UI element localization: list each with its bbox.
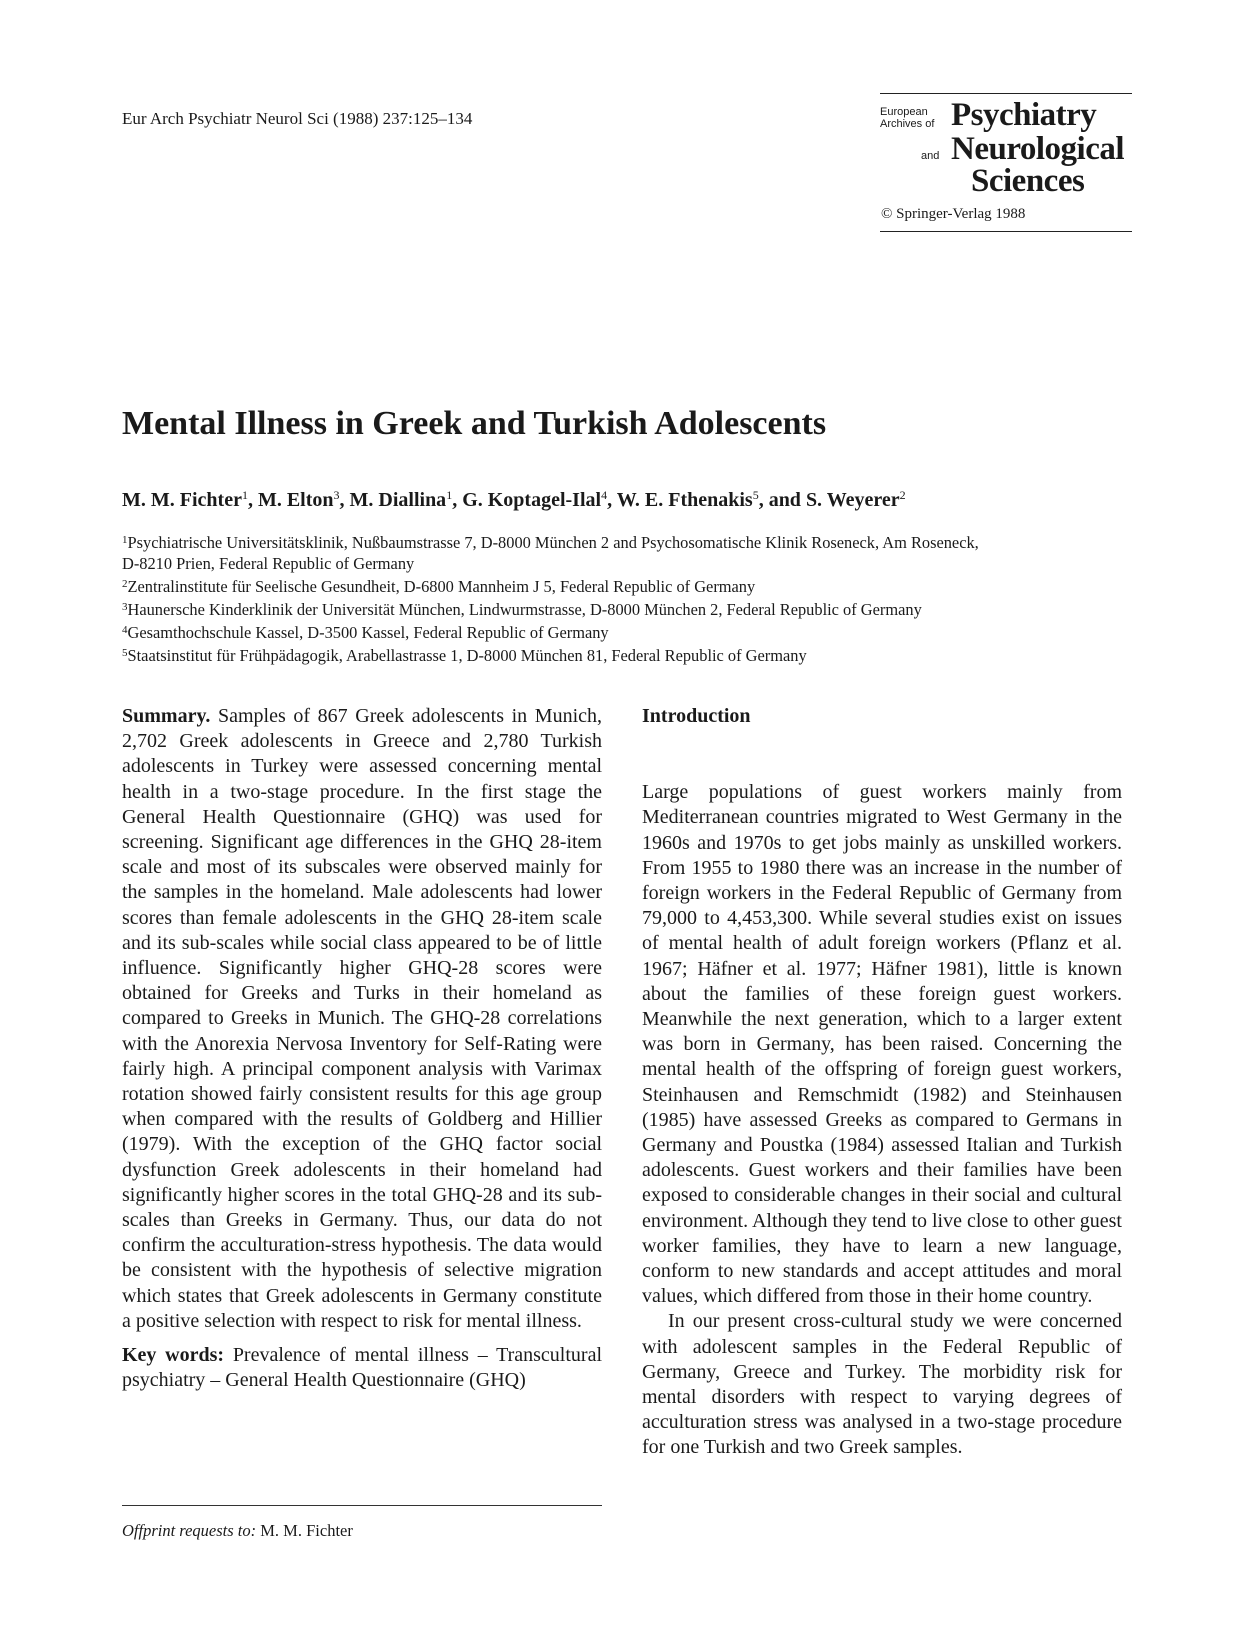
author-affil-mark: 4 <box>601 488 608 502</box>
author-name: W. E. Fthenakis <box>616 489 753 511</box>
journal-small-and: and <box>921 150 940 162</box>
journal-big-line2: Neurological <box>951 131 1125 167</box>
author-affil-mark: 3 <box>333 488 340 502</box>
journal-citation: Eur Arch Psychiatr Neurol Sci (1988) 237:125–134 <box>122 109 473 128</box>
right-column <box>642 704 1122 1461</box>
journal-bottom-rule <box>880 231 1132 232</box>
affiliation-list <box>122 530 1132 666</box>
offprint-footnote <box>122 1521 353 1541</box>
introduction-paragraph: In our present cross-cultural study we were concerned with adolescent samples in the Federal Republic of Germany, Greece and Turkey. The morbidity risk for mental disorders with respect to varying degrees of acculturation stress was analysed in a two-stage procedure for one Turkish and two Greek samples. <box>642 1310 1122 1459</box>
author-separator: , <box>339 489 350 511</box>
affiliation-item <box>122 530 1132 574</box>
author-affil-mark: 1 <box>446 488 453 502</box>
journal-logo-block <box>880 93 1132 232</box>
keywords-heading: Key words: <box>122 1344 225 1367</box>
affiliation-number: 1 <box>122 534 128 546</box>
author-name: M. Diallina <box>349 489 447 511</box>
affiliation-text: Zentralinstitute für Seelische Gesundheit, D-6800 Mannheim J 5, Federal Republic of Germany <box>127 577 756 596</box>
author-name: M. Elton <box>257 489 334 511</box>
summary-paragraph <box>122 704 602 1334</box>
journal-big-line3: Sciences <box>971 163 1085 199</box>
affiliation-number: 3 <box>122 601 128 613</box>
journal-copyright: © Springer-Verlag 1988 <box>881 206 1026 222</box>
affiliation-text-cont: D-8210 Prien, Federal Republic of Germany <box>122 554 415 573</box>
affiliation-item <box>122 574 1132 597</box>
affiliation-item <box>122 620 1132 643</box>
journal-big-line1: Psychiatry <box>951 97 1097 133</box>
author-affil-mark: 1 <box>241 488 248 502</box>
article-title: Mental Illness in Greek and Turkish Adolescents <box>122 405 827 442</box>
author-separator: , <box>452 489 463 511</box>
keywords-paragraph <box>122 1343 602 1393</box>
author-name: S. Weyerer <box>805 489 900 511</box>
affiliation-text: Haunersche Kinderklinik der Universität München, Lindwurmstrasse, D-8000 München 2, Federal Republic of Germany <box>127 600 922 619</box>
affiliation-text: Staatsinstitut für Frühpädagogik, Arabellastrasse 1, D-8000 München 81, Federal Republic of Germany <box>127 646 807 665</box>
journal-logo <box>880 94 1132 202</box>
author-affil-mark: 2 <box>899 488 906 502</box>
author-name: G. Koptagel-Ilal <box>462 489 602 511</box>
footnote-label: Offprint requests to: <box>122 1521 257 1540</box>
footnote-text: M. M. Fichter <box>260 1521 353 1540</box>
left-column <box>122 704 602 1393</box>
author-separator: , <box>247 489 258 511</box>
journal-small-line1: European <box>880 106 928 118</box>
affiliation-number: 5 <box>122 647 128 659</box>
affiliation-number: 4 <box>122 624 128 636</box>
author-affil-mark: 5 <box>752 488 759 502</box>
footnote-rule <box>122 1505 602 1506</box>
affiliation-text: Psychiatrische Universitätsklinik, Nußbaumstrasse 7, D-8000 München 2 and Psychosomatische Klinik Roseneck, Am Roseneck, <box>127 533 979 552</box>
author-separator: , and <box>758 489 806 511</box>
author-list <box>122 488 906 512</box>
affiliation-number: 2 <box>122 578 128 590</box>
introduction-paragraph: Large populations of guest workers mainly from Mediterranean countries migrated to West Germany in the 1960s and 1970s to get jobs mainly as unskilled workers. From 1955 to 1980 there was an increase in the number of foreign workers in the Federal Republic of Germany from 79,000 to 4,453,300. While several studies exist on issues of mental health of adult foreign workers (Pflanz et al. 1967; Häfner et al. 1977; Häfner 1981), little is known about the families of these foreign guest workers. Meanwhile the next generation, which to a larger extent was born in Germany, has been raised. Concerning the mental health of the offspring of foreign guest workers, Steinhausen and Remschmidt (1982) and Steinhausen (1985) have assessed Greeks as compared to Germans in Germany and Poustka (1984) assessed Italian and Turkish adolescents. Guest workers and their families have been exposed to considerable changes in their social and cultural environment. Although they tend to live close to other guest worker families, they have to learn a new language, conform to new standards and accept attitudes and moral values, which differed from those in their home country. <box>642 781 1122 1308</box>
introduction-heading: Introduction <box>642 705 751 727</box>
journal-small-line2: Archives of <box>880 118 935 130</box>
summary-text: Samples of 867 Greek adolescents in Munich, 2,702 Greek adolescents in Greece and 2,780 Turkish adolescents in Turkey were assessed concerning mental health in a two-stage procedure. In the first stage the General Health Questionnaire (GHQ) was used for screening. Significant age differences in the GHQ 28-item scale and most of its subscales were observed mainly for the samples in the homeland. Male adolescents had lower scores than female adolescents in the GHQ 28-item scale and its sub-scales while social class appeared to be of little influence. Significantly higher GHQ-28 scores were obtained for Greeks and Turks in their homeland as compared to Greeks in Munich. The GHQ-28 correlations with the Anorexia Nervosa Inventory for Self-Rating were fairly high. A principal component analysis with Varimax rotation showed fairly consistent results for this age group when compared with the results of Goldberg and Hillier (1979). With the exception of the GHQ factor social dysfunction Greek adolescents in their homeland had significantly higher scores in the total GHQ-28 and its sub-scales than Greeks in Germany. Thus, our data do not confirm the acculturation-stress hypothesis. The data would be consistent with the hypothesis of selective migration which states that Greek adolescents in Germany constitute a positive selection with respect to risk for mental illness. <box>122 705 602 1332</box>
keywords-text: Prevalence of mental illness – Transcultural psychiatry – General Health Questionnaire (GHQ) <box>122 1344 602 1392</box>
affiliation-item <box>122 643 1132 666</box>
affiliation-item <box>122 597 1132 620</box>
author-separator: , <box>607 489 617 511</box>
summary-heading: Summary. <box>122 705 211 727</box>
introduction-body <box>642 780 1122 1460</box>
author-name: M. M. Fichter <box>122 489 242 511</box>
affiliation-text: Gesamthochschule Kassel, D-3500 Kassel, Federal Republic of Germany <box>127 623 609 642</box>
